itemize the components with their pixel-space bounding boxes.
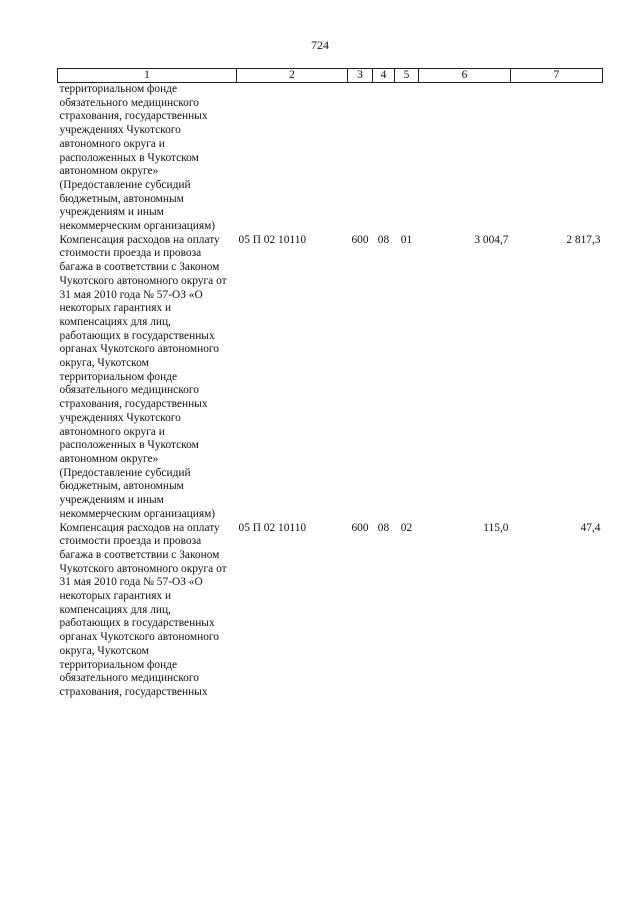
row-pr: 02 [400,521,413,534]
header-cell-code: 2 [237,69,348,83]
row-sum1: 3 004,7 [474,233,509,246]
header-cell-sum1: 6 [419,69,511,83]
row-name: территориальном фонде обязательного медицинского страхования, государственных учреждениях Чукотского автономного округа и расположенных в Чукотском автономном округе» (Предоставление субсидий бюджетным, автономным учреждениям и иным некоммерческим организациям) [59,83,216,233]
row-rz: 08 [377,521,390,534]
row-sum2: 47,4 [580,521,601,534]
header-cell-rz: 4 [373,69,395,83]
row-name: Компенсация расходов на оплату стоимости проезда и провоза багажа в соответствии с Законом Чукотского автономного округа от 31 мая 2010 года № 57-ОЗ «О некоторых гарантиях и компенсациях для лиц, работающих в государственных органах Чукотского автономного округа, Чукотском территориальном фонде обязательного медицинского страхования, государственных [59,521,227,698]
header-cell-pr: 5 [395,69,419,83]
row-vr [348,83,373,234]
row-vr: 600 [351,233,369,246]
row-code: 05 П 02 10110 [238,521,307,534]
header-cell-name: 1 [58,69,237,83]
row-sum1: 115,0 [483,521,509,534]
table-row [58,234,603,522]
row-vr: 600 [351,521,369,534]
header-row [58,69,603,83]
row-code [237,83,348,234]
row-sum2 [511,83,603,234]
header-cell-sum2: 7 [511,69,603,83]
row-sum1 [419,83,511,234]
row-sum2: 2 817,3 [566,233,601,246]
budget-table [57,68,603,700]
row-pr: 01 [400,233,413,246]
row-code: 05 П 02 10110 [238,233,307,246]
row-name: Компенсация расходов на оплату стоимости проезда и провоза багажа в соответствии с Законом Чукотского автономного округа от 31 мая 2010 года № 57-ОЗ «О некоторых гарантиях и компенсациях для лиц, работающих в государственных органах Чукотского автономного округа, Чукотском территориальном фонде обязательного медицинского страхования, государственных учреждениях Чукотского автономного округа и расположенных в Чукотском автономном округе» (Предоставление субсидий бюджетным, автономным учреждениям и иным некоммерческим организациям) [59,233,227,520]
row-rz: 08 [377,233,390,246]
table-row [58,83,603,234]
row-rz [373,83,395,234]
row-pr [395,83,419,234]
header-cell-vr: 3 [348,69,373,83]
table-row [58,522,603,700]
page-number: 724 [311,38,329,52]
